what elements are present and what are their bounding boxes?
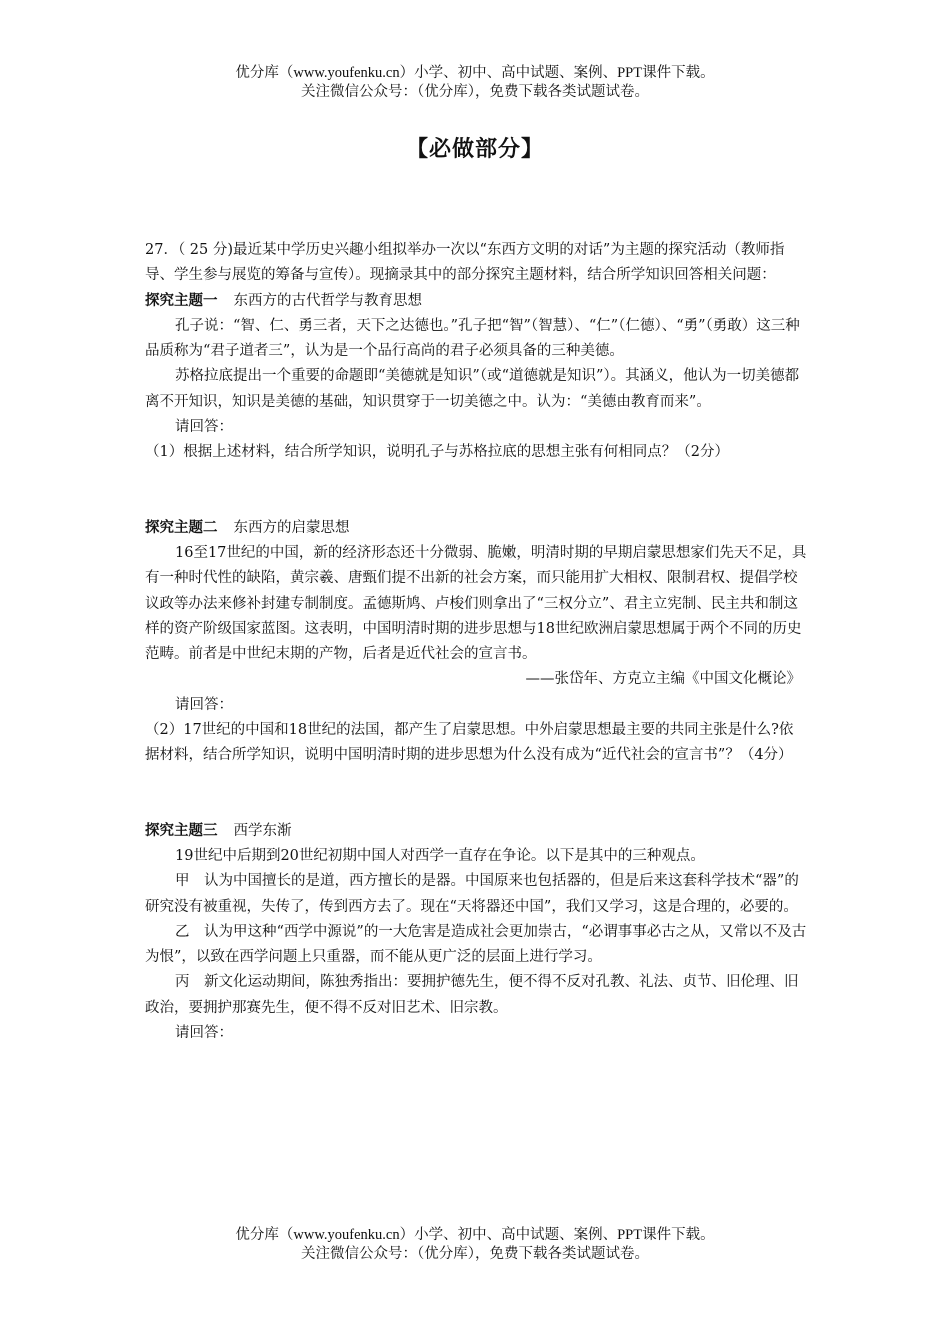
topic-3-para-1: 19世纪中后期到20世纪初期中国人对西学一直存在争论。以下是其中的三种观点。 — [175, 847, 705, 864]
footer-line-1: 优分库（www.youfenku.cn）小学、初中、高中试题、案例、PPT课件下载。 — [235, 1227, 715, 1243]
question-intro: 27．（ 25 分)最近某中学历史兴趣小组拟举办一次以“东西方文明的对话”为主题的探究活动（教师指导、学生参与展览的筹备与宣传）。现摘录其中的部分探究主题材料，结合所学知识回答相关问题： — [145, 242, 785, 284]
topic-2-name: 东西方的启蒙思想 — [233, 519, 350, 536]
topic-3-label: 探究主题三 — [145, 822, 218, 839]
page-footer — [0, 1226, 950, 1264]
section-title: 【必做部分】 — [405, 137, 544, 162]
question-body — [145, 238, 807, 1046]
topic-3-name: 西学东渐 — [233, 822, 292, 839]
topic-1-heading — [145, 289, 807, 314]
header-line-1: 优分库（www.youfenku.cn）小学、初中、高中试题、案例、PPT课件下载。 — [235, 65, 715, 81]
topic-2-para-1: 16至17世纪的中国，新的经济形态还十分微弱、脆嫩，明清时期的早期启蒙思想家们先天不足，具有一种时代性的缺陷，黄宗羲、唐甄们提不出新的社会方案，而只能用扩大相权、限制君权、提倡学校议政等办法来修补封建专制制度。孟德斯鸠、卢梭们则拿出了“三权分立”、君主立宪制、民主共和制这样的资产阶级国家蓝图。这表明，中国明清时期的进步思想与18世纪欧洲启蒙思想属于两个不同的历史范畴。前者是中世纪末期的产物，后者是近代社会的宣言书。 — [145, 544, 807, 663]
answer-space-2 — [145, 769, 807, 819]
topic-2-prompt: 请回答： — [175, 696, 233, 713]
topic-2-heading — [145, 516, 807, 541]
header-line-2: 关注微信公众号：（优分库），免费下载各类试题试卷。 — [301, 84, 649, 100]
topic-1-para-1: 孔子说：“智、仁、勇三者，天下之达德也。”孔子把“智”（智慧）、“仁”（仁德）、“勇”（勇敢）这三种品质称为“君子道者三”，认为是一个品行高尚的君子必须具备的三种美德。 — [145, 317, 800, 360]
topic-1-para-2: 苏格拉底提出一个重要的命题即“美德就是知识”（或“道德就是知识”）。其涵义，他认为一切美德都离不开知识，知识是美德的基础，知识贯穿于一切美德之中。认为：“美德由教育而来”。 — [145, 368, 800, 410]
topic-1-prompt: 请回答： — [175, 419, 233, 436]
answer-space-1 — [145, 466, 807, 516]
sub-question-2: （2）17世纪的中国和18世纪的法国，都产生了启蒙思想。中外启蒙思想最主要的共同主张是什么?依据材料，结合所学知识，说明中国明清时期的进步思想为什么没有成为“近代社会的宣言书”？（4分） — [145, 722, 794, 764]
topic-3-para-3: 乙 认为甲这种“西学中源说”的一大危害是造成社会更加崇古，“必谓事事必古之从，又常以不及古为恨”，以致在西学问题上只重器，而不能从更广泛的层面上进行学习。 — [145, 923, 807, 966]
topic-3-para-2: 甲 认为中国擅长的是道，西方擅长的是器。中国原来也包括器的，但是后来这套科学技术“器”的研究没有被重视，失传了，传到西方去了。现在“天将器还中国”，我们又学习，这是合理的，必要的。 — [145, 873, 799, 915]
topic-2-source: ——张岱年、方克立主编《中国文化概论》 — [525, 671, 801, 688]
sub-question-1: （1）根据上述材料，结合所学知识，说明孔子与苏格拉底的思想主张有何相同点？（2分） — [145, 444, 729, 461]
topic-1-label: 探究主题一 — [145, 292, 218, 309]
topic-1-name: 东西方的古代哲学与教育思想 — [233, 292, 422, 309]
footer-line-2: 关注微信公众号：（优分库），免费下载各类试题试卷。 — [301, 1246, 649, 1262]
topic-2-label: 探究主题二 — [145, 519, 218, 536]
topic-3-prompt: 请回答： — [175, 1025, 233, 1042]
topic-3-para-4: 丙 新文化运动期间，陈独秀指出：要拥护德先生，便不得不反对孔教、礼法、贞节、旧伦理、旧政治，要拥护那赛先生，便不得不反对旧艺术、旧宗教。 — [145, 974, 799, 1016]
topic-3-heading — [145, 819, 807, 844]
page-header — [0, 64, 950, 102]
